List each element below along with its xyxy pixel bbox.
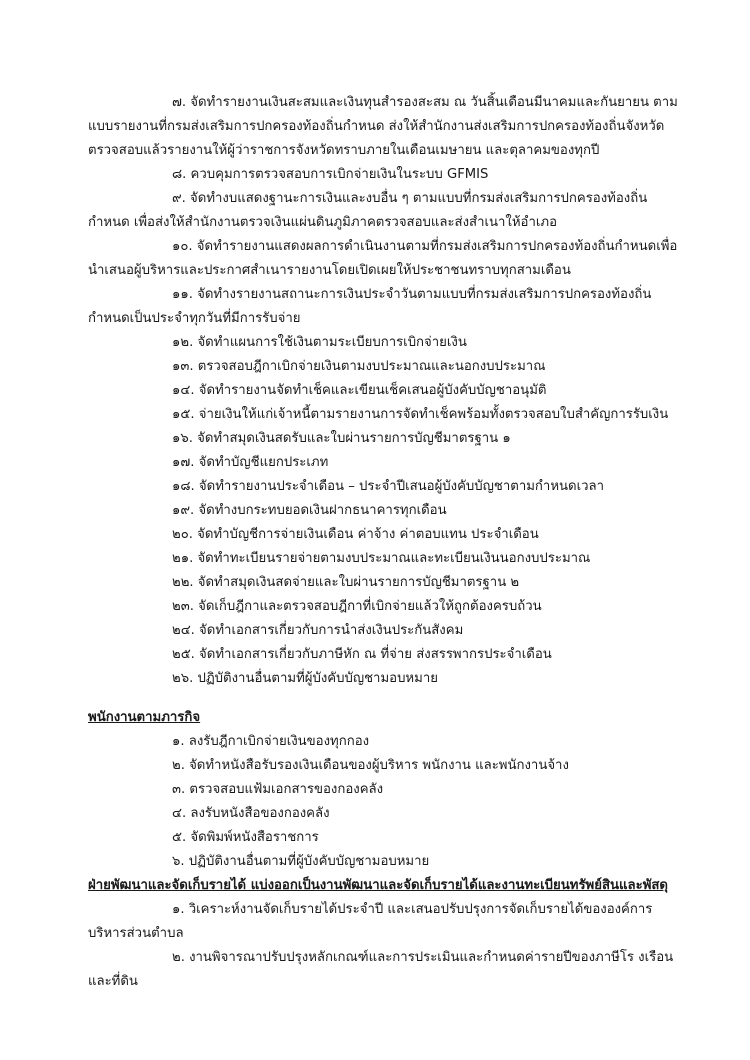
item-8: ๘. ควบคุมการตรวจสอบการเบิกจ่ายเงินในระบบ GFMIS	[172, 167, 489, 182]
item-18: ๑๘. จัดทำรายงานประจำเดือน – ประจำปีเสนอผู้บังคับบัญชาตามกำหนดเวลา	[172, 479, 604, 494]
para-7-line-3: ตรวจสอบแล้วรายงานให้ผู้ว่าราชการจังหวัดทราบภายในเดือนเมษายน และตุลาคมของทุกปี	[88, 143, 600, 158]
mission-item-5: ๕. จัดพิมพ์หนังสือราชการ	[172, 830, 319, 845]
revenue-item-2-line-1: ๒. งานพิจารณาปรับปรุงหลักเกณฑ์และการประเมินและกำหนดค่ารายปีของภาษีโร งเรือน	[172, 950, 674, 965]
mission-item-6: ๖. ปฏิบัติงานอื่นตามที่ผู้บังคับบัญชามอบหมาย	[172, 854, 430, 869]
para-11-line-2: กำหนดเป็นประจำทุกวันที่มีการรับจ่าย	[88, 311, 301, 326]
para-7-line-2: แบบรายงานที่กรมส่งเสริมการปกครองท้องถิ่นกำหนด ส่งให้สำนักงานส่งเสริมการปกครองท้องถิ่นจังหวัด	[88, 119, 665, 134]
mission-item-2: ๒. จัดทำหนังสือรับรองเงินเดือนของผู้บริหาร พนักงาน และพนักงานจ้าง	[172, 758, 569, 773]
item-15: ๑๕. จ่ายเงินให้แก่เจ้าหนี้ตามรายงานการจัดทำเช็คพร้อมทั้งตรวจสอบใบสำคัญการรับเงิน	[172, 407, 669, 422]
item-20: ๒๐. จัดทำบัญชีการจ่ายเงินเดือน ค่าจ้าง ค่าตอบแทน ประจำเดือน	[172, 527, 539, 542]
mission-item-4: ๔. ลงรับหนังสือของกองคลัง	[172, 806, 330, 821]
item-16: ๑๖. จัดทำสมุดเงินสดรับและใบผ่านรายการบัญชีมาตรฐาน ๑	[172, 431, 511, 446]
para-10-line-1: ๑๐. จัดทำรายงานแสดงผลการดำเนินงานตามที่กรมส่งเสริมการปกครองท้องถิ่นกำหนดเพื่อ	[172, 239, 678, 254]
item-21: ๒๑. จัดทำทะเบียนรายจ่ายตามงบประมาณและทะเบียนเงินนอกงบประมาณ	[172, 551, 591, 566]
revenue-item-1-line-1: ๑. วิเคราะห์งานจัดเก็บรายได้ประจำปี และเสนอปรับปรุงการจัดเก็บรายได้ขององค์การ	[172, 902, 653, 917]
item-22: ๒๒. จัดทำสมุดเงินสดจ่ายและใบผ่านรายการบัญชีมาตรฐาน ๒	[172, 575, 520, 590]
para-11-line-1: ๑๑. จัดทำงรายงานสถานะการเงินประจำวันตามแบบที่กรมส่งเสริมการปกครองท้องถิ่น	[172, 287, 652, 302]
item-13: ๑๓. ตรวจสอบฎีกาเบิกจ่ายเงินตามงบประมาณและนอกงบประมาณ	[172, 359, 546, 374]
item-12: ๑๒. จัดทำแผนการใช้เงินตามระเบียบการเบิกจ่ายเงิน	[172, 335, 467, 350]
mission-item-3: ๓. ตรวจสอบแฟ้มเอกสารของกองคลัง	[172, 782, 384, 797]
item-24: ๒๔. จัดทำเอกสารเกี่ยวกับการนำส่งเงินประกันสังคม	[172, 623, 464, 638]
item-14: ๑๔. จัดทำรายงานจัดทำเช็คและเขียนเช็คเสนอผู้บังคับบัญชาอนุมัติ	[172, 383, 547, 398]
item-25: ๒๕. จัดทำเอกสารเกี่ยวกับภาษีหัก ณ ที่จ่าย ส่งสรรพากรประจำเดือน	[172, 647, 552, 662]
para-9-line-1: ๙. จัดทำงบแสดงฐานะการเงินและงบอื่น ๆ ตามแบบที่กรมส่งเสริมการปกครองท้องถิ่น	[172, 191, 648, 206]
revenue-item-1-line-2: บริหารส่วนตำบล	[88, 926, 184, 941]
revenue-item-2-line-2: และที่ดิน	[88, 974, 138, 989]
section-heading-revenue: ฝ่ายพัฒนาและจัดเก็บรายได้ แบ่งออกเป็นงานพัฒนาและจัดเก็บรายได้และงานทะเบียนทรัพย์สินและพัสดุ	[88, 878, 668, 893]
para-7-line-1: ๗. จัดทำรายงานเงินสะสมและเงินทุนสำรองสะสม ณ วันสิ้นเดือนมีนาคมและกันยายน ตาม	[172, 95, 678, 110]
item-19: ๑๙. จัดทำงบกระทบยอดเงินฝากธนาคารทุกเดือน	[172, 503, 447, 518]
para-9-line-2: กำหนด เพื่อส่งให้สำนักงานตรวจเงินแผ่นดินภูมิภาคตรวจสอบและส่งสำเนาให้อำเภอ	[88, 215, 558, 230]
section-heading-mission-staff: พนักงานตามภารกิจ	[88, 710, 201, 725]
mission-item-1: ๑. ลงรับฎีกาเบิกจ่ายเงินของทุกกอง	[172, 734, 370, 749]
item-17: ๑๗. จัดทำบัญชีแยกประเภท	[172, 455, 329, 470]
item-26: ๒๖. ปฏิบัติงานอื่นตามที่ผู้บังคับบัญชามอบหมาย	[172, 671, 438, 686]
item-23: ๒๓. จัดเก็บฎีกาและตรวจสอบฎีกาที่เบิกจ่ายแล้วให้ถูกต้องครบถ้วน	[172, 599, 542, 614]
para-10-line-2: นำเสนอผู้บริหารและประกาศสำเนารายงานโดยเปิดเผยให้ประชาชนทราบทุกสามเดือน	[88, 263, 571, 278]
